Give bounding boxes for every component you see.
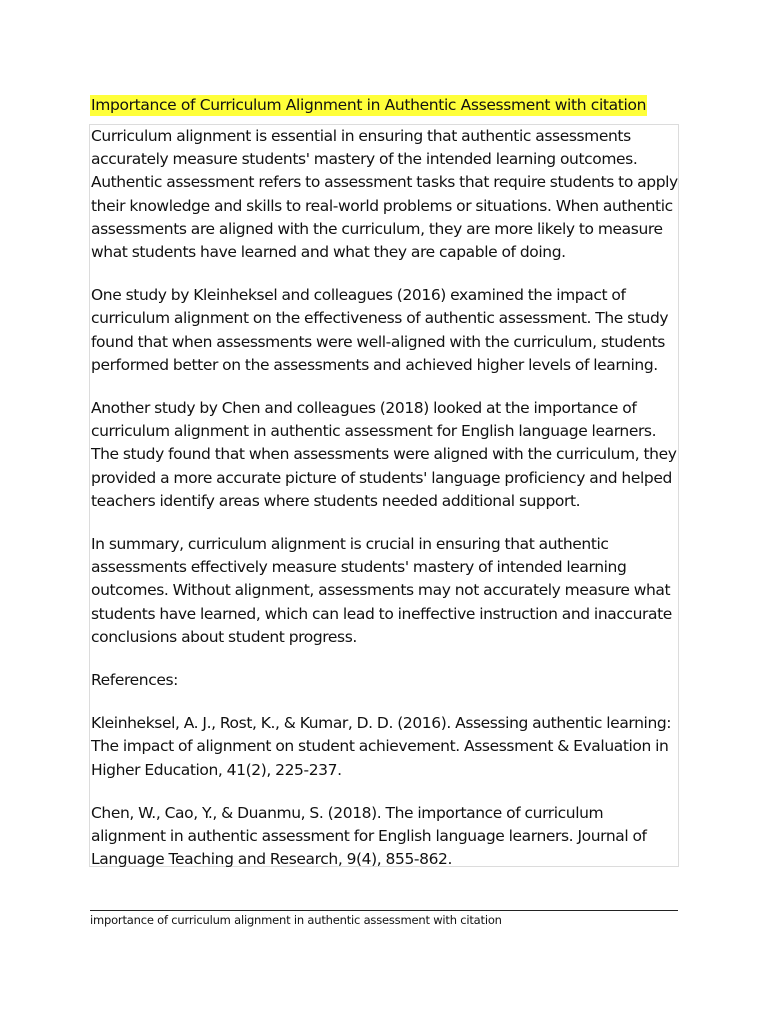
content-box <box>89 124 679 867</box>
references-heading: References: <box>91 671 178 690</box>
paragraph-chen-study: Another study by Chen and colleagues (2018) looked at the importance of curriculum alignment in authentic assessment for English language learners. The study found that when assessments were aligned with the curriculum, they provided a more accurate picture of students' language proficiency and helped teachers identify areas where students needed additional support. <box>91 399 677 510</box>
paragraph-summary: In summary, curriculum alignment is crucial in ensuring that authentic assessments effectively measure students' mastery of intended learning outcomes. Without alignment, assessments may not accurately measure what students have learned, which can lead to ineffective instruction and inaccurate conclusions about student progress. <box>91 535 672 646</box>
paragraph-intro: Curriculum alignment is essential in ensuring that authentic assessments accurately measure students' mastery of the intended learning outcomes. Authentic assessment refers to assessment tasks that require students to apply their knowledge and skills to real-world problems or situations. When authentic assessments are aligned with the curriculum, they are more likely to measure what students have learned and what they are capable of doing. <box>91 127 678 262</box>
paragraph-kleinheksel-study: One study by Kleinheksel and colleagues (2016) examined the impact of curriculum alignment on the effectiveness of authentic assessment. The study found that when assessments were well-aligned with the curriculum, students performed better on the assessments and achieved higher levels of learning. <box>91 286 669 374</box>
reference-item-kleinheksel: Kleinheksel, A. J., Rost, K., & Kumar, D. D. (2016). Assessing authentic learning: The impact of alignment on student achievement. Assessment & Evaluation in Higher Education, 41(2), 225-237. <box>91 714 672 779</box>
footer-divider <box>90 910 678 911</box>
reference-item-chen: Chen, W., Cao, Y., & Duanmu, S. (2018). The importance of curriculum alignment in authentic assessment for English language learners. Journal of Language Teaching and Research, 9(4), 855-862. <box>91 803 647 869</box>
document-title <box>90 95 647 116</box>
footer-caption: importance of curriculum alignment in authentic assessment with citation <box>90 913 502 927</box>
title-highlight: Importance of Curriculum Alignment in Authentic Assessment with citation <box>91 96 647 114</box>
